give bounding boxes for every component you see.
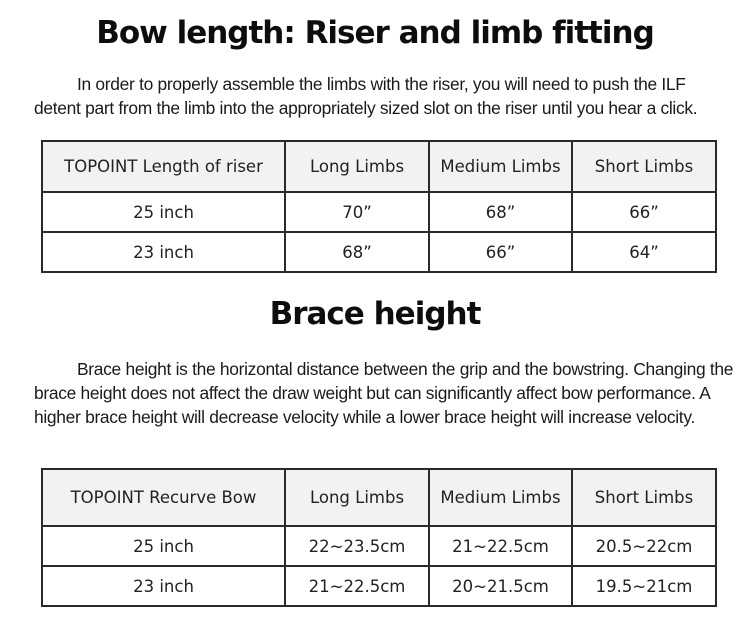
header-cell-recurve-bow: TOPOINT Recurve Bow <box>42 469 285 526</box>
table-cell: 20~21.5cm <box>429 566 572 606</box>
header-cell-riser-length: TOPOINT Length of riser <box>42 141 285 192</box>
table-row <box>42 192 716 232</box>
table-cell: 66” <box>572 192 716 232</box>
table-header-row <box>42 469 716 526</box>
header-cell-long-limbs: Long Limbs <box>285 141 429 192</box>
table-header-row <box>42 141 716 192</box>
table-row <box>42 566 716 606</box>
table-cell: 22~23.5cm <box>285 526 429 566</box>
table-cell: 23 inch <box>42 566 285 606</box>
header-cell-short-limbs: Short Limbs <box>572 469 716 526</box>
header-cell-medium-limbs: Medium Limbs <box>429 141 572 192</box>
table-cell: 19.5~21cm <box>572 566 716 606</box>
table-cell: 23 inch <box>42 232 285 272</box>
brace-height-table <box>41 468 717 607</box>
brace-height-paragraph: Brace height is the horizontal distance between the grip and the bowstring. Changing the brace height does not affect the draw weight but can significantly affect bow performance. A higher brace height will decrease velocity while a lower brace height will increase velocity. <box>34 359 734 427</box>
table-cell: 68” <box>429 192 572 232</box>
table-cell: 21~22.5cm <box>285 566 429 606</box>
table-cell: 20.5~22cm <box>572 526 716 566</box>
table-cell: 64” <box>572 232 716 272</box>
table-cell: 66” <box>429 232 572 272</box>
header-cell-long-limbs: Long Limbs <box>285 469 429 526</box>
table-cell: 70” <box>285 192 429 232</box>
header-cell-medium-limbs: Medium Limbs <box>429 469 572 526</box>
bow-length-table <box>41 140 717 273</box>
section-title-brace-height: Brace height <box>269 296 481 332</box>
riser-limb-fitting-paragraph: In order to properly assemble the limbs with the riser, you will need to push the ILF detent part from the limb into the appropriately sized slot on the riser until you hear a click. <box>34 74 698 118</box>
table-cell: 68” <box>285 232 429 272</box>
table-cell: 21~22.5cm <box>429 526 572 566</box>
table-cell: 25 inch <box>42 192 285 232</box>
table-row <box>42 232 716 272</box>
header-cell-short-limbs: Short Limbs <box>572 141 716 192</box>
section-title-bow-length: Bow length: Riser and limb fitting <box>96 15 654 51</box>
table-cell: 25 inch <box>42 526 285 566</box>
table-row <box>42 526 716 566</box>
